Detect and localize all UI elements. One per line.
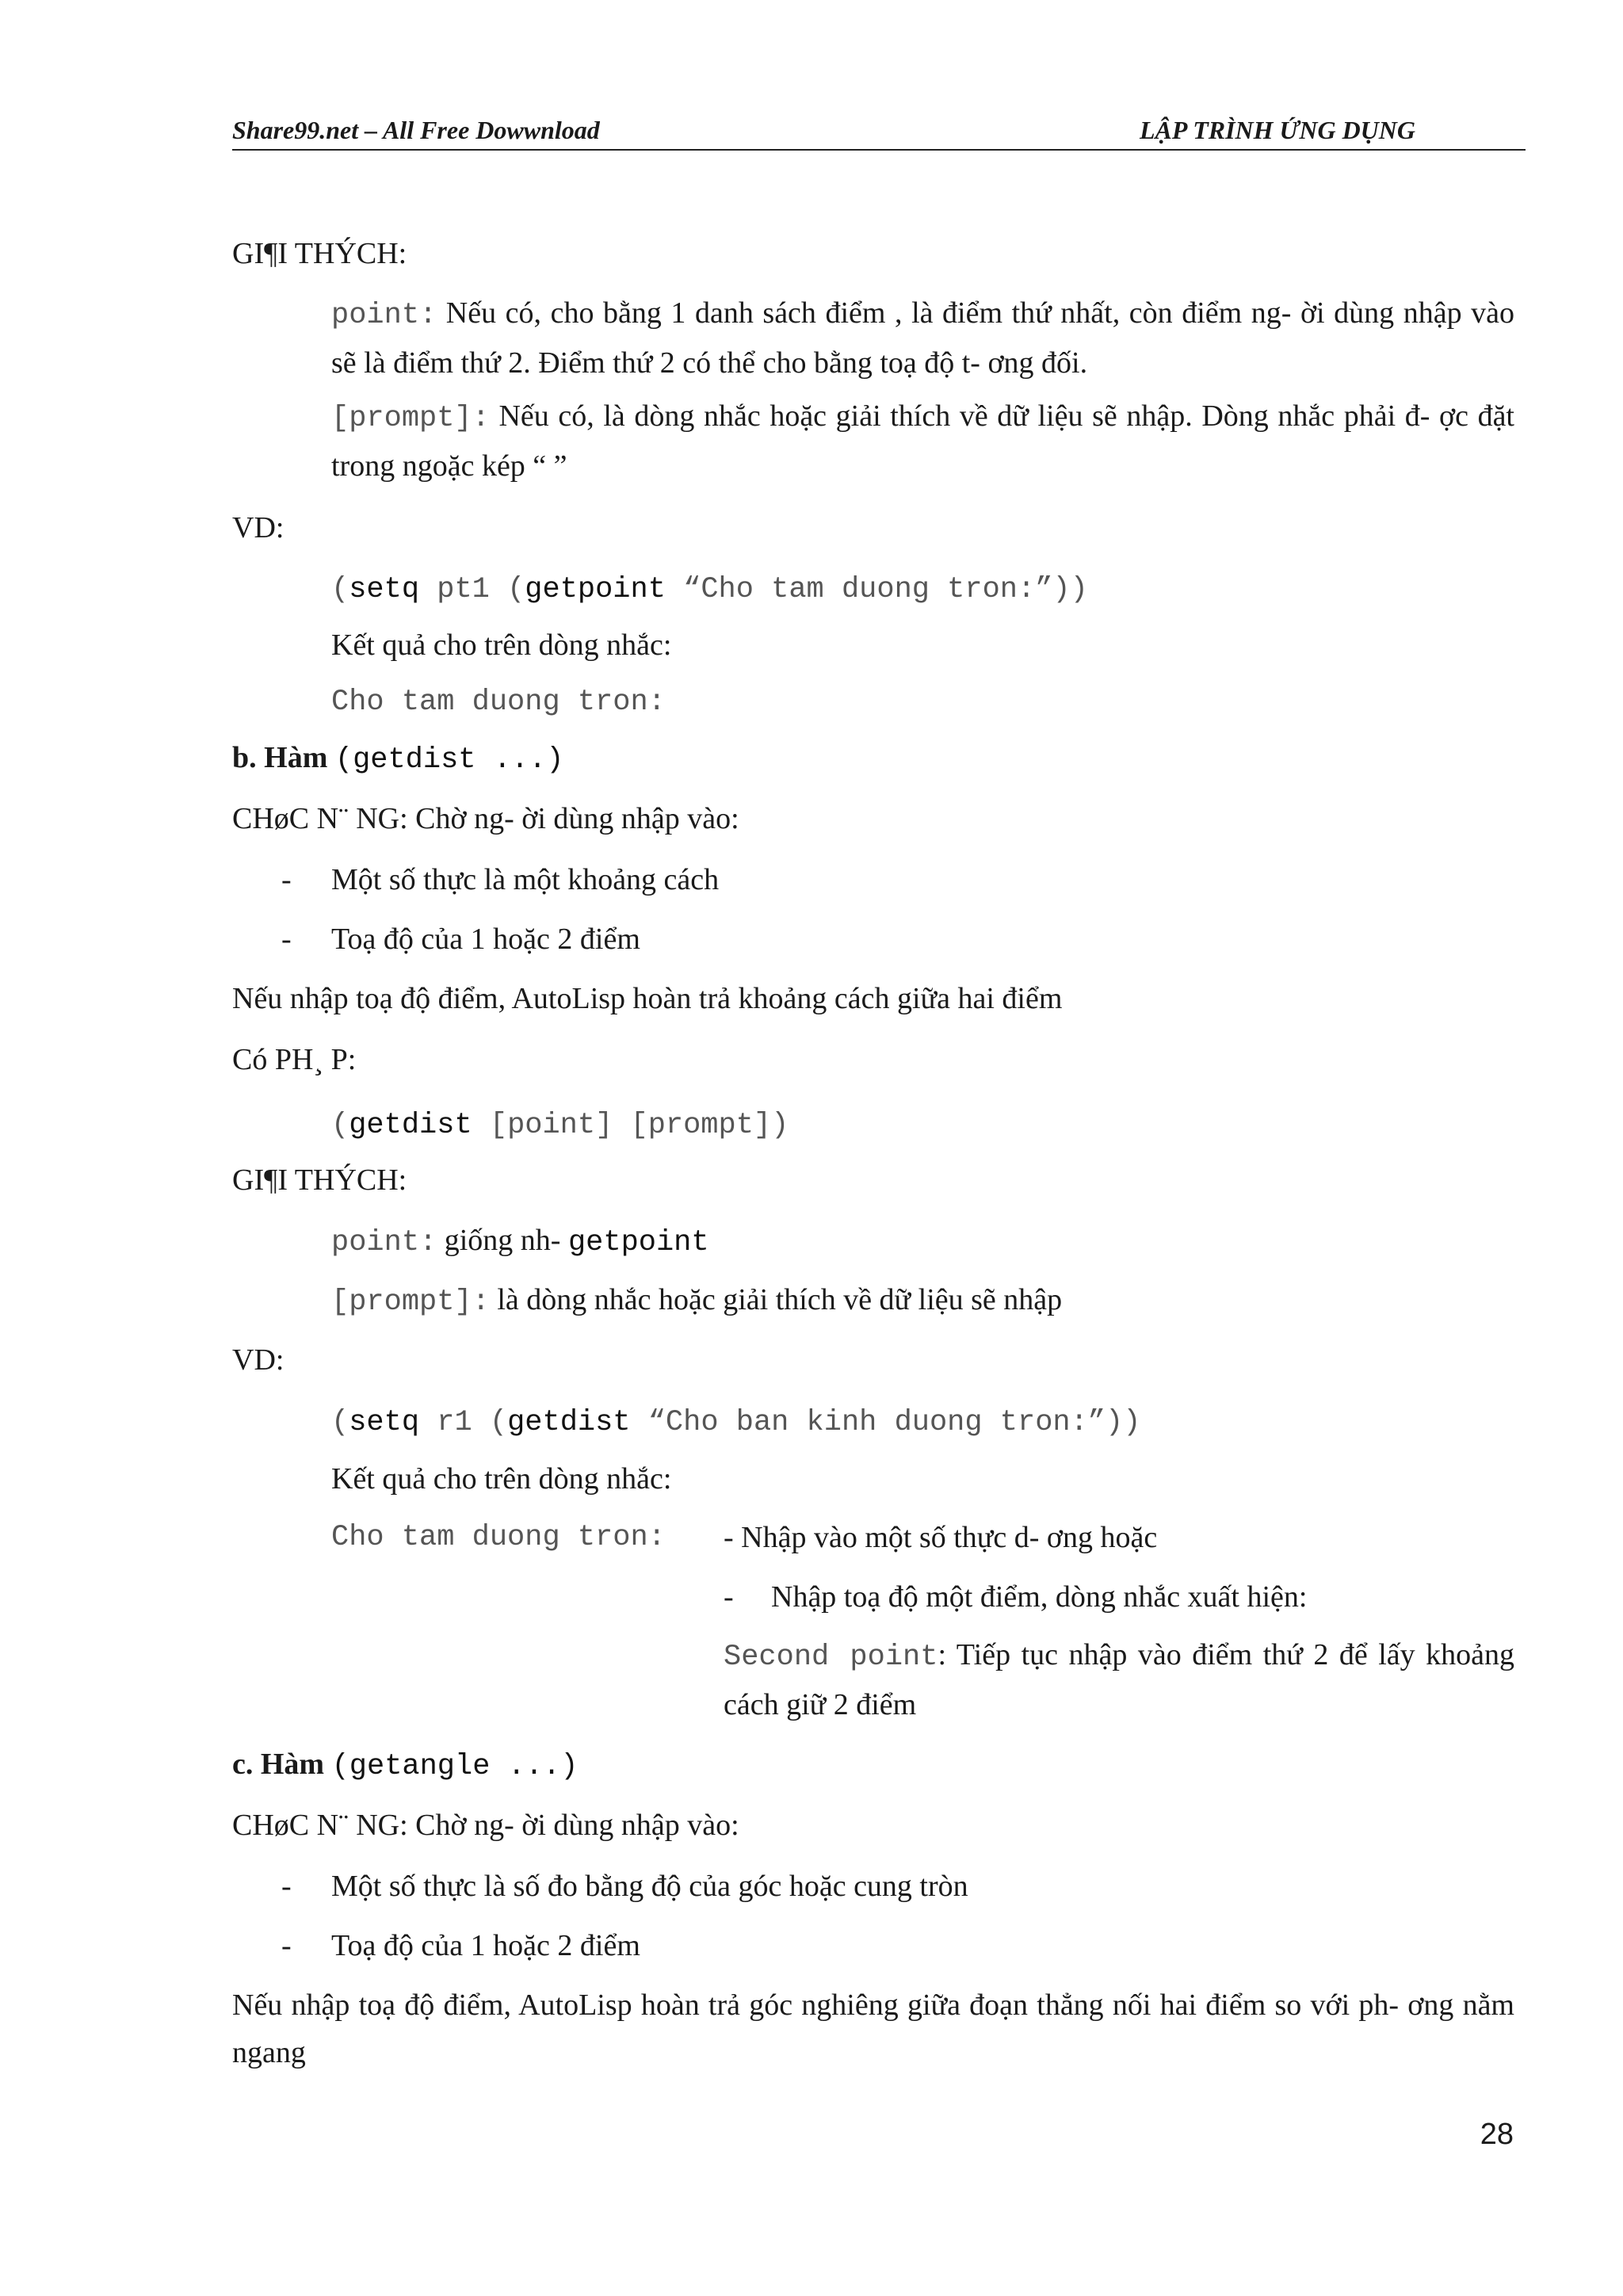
syntax-code-b: (getdist [point] [prompt]) [331,1109,789,1142]
explain-heading-a: GI¶I THÝCH: [232,237,407,270]
note-b: Nếu nhập toạ độ điểm, AutoLisp hoàn trả khoảng cách giữa hai điểm [232,982,1063,1015]
header-right-text: LẬP TRÌNH ỨNG DỤNG [1139,116,1415,144]
point-label: point: [331,299,437,332]
point-explanation-a [331,289,1514,387]
header-rule [232,149,1526,151]
point-explanation-b: point: giống nh- getpoint [331,1224,709,1259]
example-heading-b: VD: [232,1343,285,1377]
prompt-text: Nếu có, là dòng nhắc hoặc giải thích về dữ liệu sẽ nhập. Dòng nhắc phải đ- ợc đặt trong ngoặc kép “ ” [331,399,1514,483]
result-label-a: Kết quả cho trên dòng nhắc: [331,628,672,662]
function-label-b: CHøC N¨ NG: Chờ ng- ời dùng nhập vào: [232,802,739,835]
result-value-a: Cho tam duong tron: [331,686,666,719]
prompt-explanation-b: [prompt]: là dòng nhắc hoặc giải thích về dữ liệu sẽ nhập [331,1283,1063,1319]
prompt-label: [prompt]: [331,402,490,435]
section-b-title: b. Hàm (getdist ...) [232,741,564,777]
example-heading-a: VD: [232,511,285,544]
syntax-heading-b: Có PH¸ P: [232,1043,357,1076]
function-label-c: CHøC N¨ NG: Chờ ng- ời dùng nhập vào: [232,1809,739,1842]
code-keyword: setq [349,573,420,606]
second-point-explanation: Second point: Tiếp tục nhập vào điểm thứ 2 để lấy khoảng cách giữ 2 điểm [724,1638,1514,1721]
point-text: Nếu có, cho bằng 1 danh sách điểm , là điểm thứ nhất, còn điểm ng- ời dùng nhập vào sẽ là điểm thứ 2. Điểm thứ 2 có thể cho bằng toạ độ t- ơng đối. [331,296,1514,380]
result-option-1: - Nhập vào một số thực d- ơng hoặc [724,1521,1158,1554]
header-left-text: Share99.net – All Free Dowwnload [232,116,600,144]
result-label-b: Kết quả cho trên dòng nhắc: [331,1462,672,1496]
code-example-b: (setq r1 (getdist “Cho ban kinh duong tron:”)) [331,1406,1141,1439]
code-keyword: getpoint [525,573,666,606]
note-c: Nếu nhập toạ độ điểm, AutoLisp hoàn trả góc nghiêng giữa đoạn thẳng nối hai điểm so với ph- ơng nằm ngang [232,1988,1514,2069]
section-c-title: c. Hàm (getangle ...) [232,1748,579,1783]
page-number: 28 [1480,2118,1514,2151]
prompt-explanation-a [331,392,1514,490]
result-value-b: Cho tam duong tron: [331,1521,666,1554]
explain-heading-b: GI¶I THÝCH: [232,1163,407,1197]
code-example-a: (setq pt1 (getpoint “Cho tam duong tron:”)) [331,573,1088,606]
